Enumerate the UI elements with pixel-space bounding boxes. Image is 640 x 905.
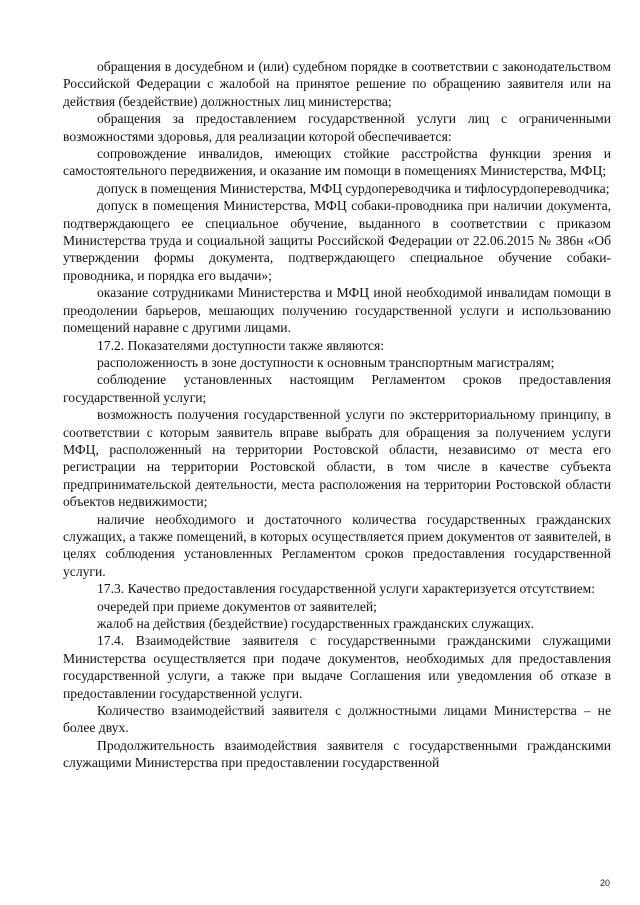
- paragraph-extraterritorial: возможность получения государственной услуги по экстерриториальному принципу, в соответствии с которым заявитель вправе выбрать для обращения за получением услуги МФЦ, расположенный на территории Ростовской области, независимо от места его регистрации на территории Ростовской области, в том числе в качестве субъекта предпринимательской деятельности, места расположения на территории Ростовской области объектов недвижимости;: [63, 407, 611, 510]
- paragraph-staff-assistance: оказание сотрудниками Министерства и МФЦ иной необходимой инвалидам помощи в преодолении барьеров, мешающих получению государственной услуги и использованию помещений наравне с другими лицами.: [63, 285, 611, 336]
- paragraph-transport-access: расположенность в зоне доступности к основным транспортным магистралям;: [97, 354, 555, 370]
- paragraph-section-17-2: 17.2. Показателями доступности также являются:: [97, 337, 385, 353]
- paragraph-appeal-rights: обращения в досудебном и (или) судебном порядке в соответствии с законодательством Российской Федерации с жалобой на принятое решение по обращению заявителя или на действия (бездействие) должностных лиц министерства;: [63, 59, 611, 109]
- page-number: 20: [599, 878, 610, 888]
- paragraph-escort-disabled: сопровождение инвалидов, имеющих стойкие расстройства функции зрения и самостоятельного передвижения, и оказание им помощи в помещениях Министерства, МФЦ;: [63, 146, 611, 179]
- paragraph-section-17-3: 17.3. Качество предоставления государственной услуги характеризуется отсутствием:: [97, 581, 596, 597]
- paragraph-disability-access: обращения за предоставлением государственной услуги лиц с ограниченными возможностями здоровья, для реализации которой обеспечивается:: [63, 111, 611, 144]
- paragraph-section-17-4: 17.4. Взаимодействие заявителя с государственными гражданскими служащими Министерства осуществляется при подаче документов, необходимых для предоставления государственной услуги, а также при выдаче Соглашения или уведомления об отказе в предоставлении государственной услуги.: [63, 633, 611, 701]
- paragraph-no-complaints: жалоб на действия (бездействие) государственных гражданских служащих.: [97, 616, 535, 631]
- paragraph-guide-dog: допуск в помещения Министерства, МФЦ собаки-проводника при наличии документа, подтверждающего ее специальное обучение, выданного в соответствии с приказом Министерства труда и социальной защиты Российской Федерации от 22.06.2015 № 386н «Об утверждении формы документа, подтверждающего специальное обучение собаки-проводника, и порядка его выдачи»;: [63, 198, 611, 283]
- paragraph-no-queues: очередей при приеме документов от заявителей;: [97, 598, 377, 614]
- paragraph-deadlines: соблюдение установленных настоящим Регламентом сроков предоставления государственной услуги;: [63, 372, 611, 405]
- paragraph-staff-sufficiency: наличие необходимого и достаточного количества государственных гражданских служащих, а также помещений, в которых осуществляется прием документов от заявителей, в целях соблюдения установленных Регламентом сроков предоставления государственной услуги.: [63, 511, 611, 579]
- paragraph-interaction-duration: Продолжительность взаимодействия заявителя с государственными гражданскими служащими Министерства при предоставлении государственной: [63, 737, 611, 771]
- paragraph-interaction-count: Количество взаимодействий заявителя с должностными лицами Министерства – не более двух.: [63, 703, 611, 736]
- document-body: [63, 58, 611, 772]
- paragraph-sign-interpreter: допуск в помещения Министерства, МФЦ сурдопереводчика и тифлосурдопереводчика;: [97, 180, 610, 196]
